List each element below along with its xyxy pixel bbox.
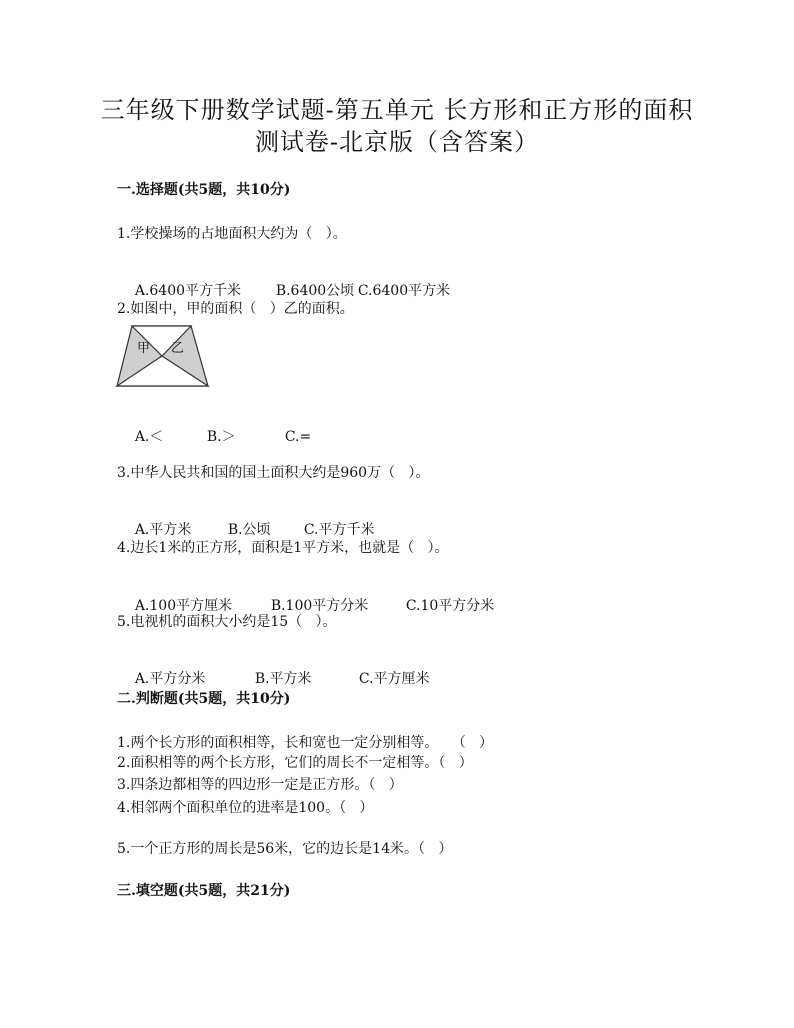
section-heading-judgement: 二.判断题(共5题，共10分) [117,691,291,707]
question-5-option-b: B.平方米 [254,671,312,687]
question-5-option-a: A.平方分米 [134,671,206,687]
question-2-option-a: A.＜ [134,429,164,445]
question-2-option-b: B.＞ [206,429,236,445]
question-2-option-c: C.= [284,429,312,445]
question-3-text: 3.中华人民共和国的国土面积大约是960万（ ）。 [117,465,430,481]
question-4-text: 4.边长1米的正方形，面积是1平方米，也就是（ ）。 [117,540,449,556]
judgement-5-text: 5.一个正方形的周长是56米，它的边长是14米。（ ） [117,841,453,857]
question-1-text: 1.学校操场的占地面积大约为（ ）。 [117,226,347,242]
question-3-option-b: B.公顷 [227,522,271,538]
question-1-option-c: C.6400平方米 [357,283,451,299]
judgement-4-text: 4.相邻两个面积单位的进率是100。（ ） [117,800,374,816]
label-yi: 乙 [171,341,185,356]
judgement-3-text: 3.四条边都相等的四边形一定是正方形。（ ） [117,777,403,793]
section-heading-choice: 一.选择题(共5题，共10分) [117,182,291,198]
trapezoid-diagram [115,324,211,388]
document-title-line-1: 三年级下册数学试题-第五单元 长方形和正方形的面积 [100,96,694,124]
question-2-options [117,407,311,467]
question-5-text: 5.电视机的面积大小约是15（ ）。 [117,614,337,630]
document-title-line-2: 测试卷-北京版（含答案） [254,128,540,156]
question-4-option-a: A.100平方厘米 [134,598,233,614]
label-jia: 甲 [137,341,151,356]
question-1-option-b: B.6400公顷 [275,283,355,299]
question-2-text: 2.如图中，甲的面积（ ）乙的面积。 [117,301,354,317]
judgement-2-text: 2.面积相等的两个长方形，它们的周长不一定相等。（ ） [117,755,473,771]
trapezoid-figure [115,324,211,392]
section-heading-fill-blank: 三.填空题(共5题，共21分) [117,883,291,899]
question-5-option-c: C.平方厘米 [358,671,430,687]
question-3-option-a: A.平方米 [134,522,192,538]
question-4-option-b: B.100平方分米 [270,598,369,614]
judgement-1-text: 1.两个长方形的面积相等，长和宽也一定分别相等。 （ ） [117,735,494,751]
question-3-option-c: C.平方千米 [303,522,375,538]
question-1-option-a: A.6400平方千米 [134,283,242,299]
question-4-option-c: C.10平方分米 [405,598,495,614]
